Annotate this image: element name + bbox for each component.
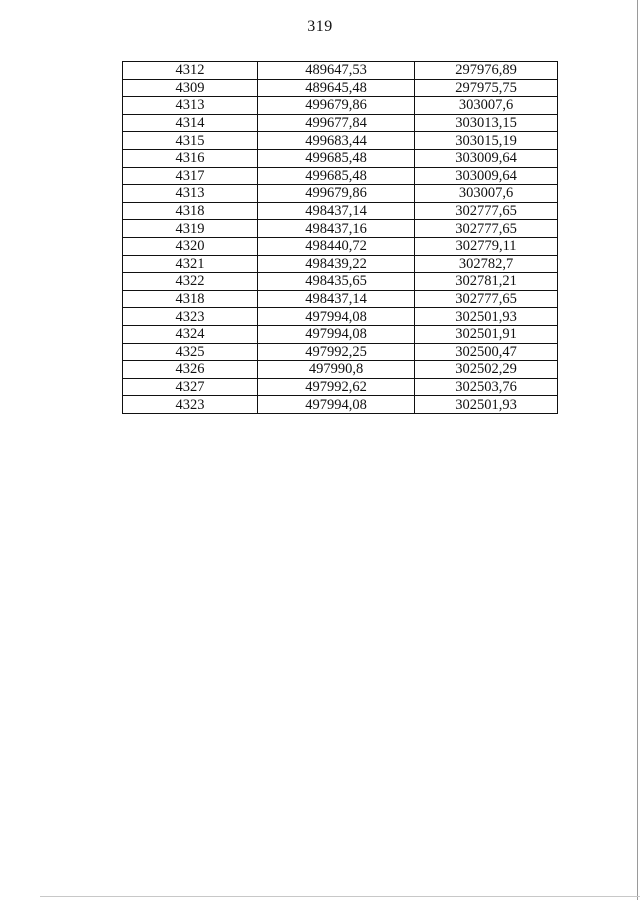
table-row (123, 237, 558, 255)
x-coordinate-cell: 498437,16 (258, 220, 415, 238)
table-row (123, 114, 558, 132)
scan-edge-bottom (40, 896, 640, 897)
table-row (123, 220, 558, 238)
point-number-cell: 4323 (123, 308, 258, 326)
y-coordinate-cell: 302500,47 (415, 343, 558, 361)
x-coordinate-cell: 499685,48 (258, 167, 415, 185)
table-row (123, 308, 558, 326)
page-number: 319 (307, 18, 333, 35)
point-number-cell: 4313 (123, 97, 258, 115)
y-coordinate-cell: 303007,6 (415, 185, 558, 203)
x-coordinate-cell: 489647,53 (258, 62, 415, 80)
y-coordinate-cell: 303009,64 (415, 149, 558, 167)
table-row (123, 343, 558, 361)
y-coordinate-cell: 302502,29 (415, 361, 558, 379)
point-number-cell: 4325 (123, 343, 258, 361)
table-row (123, 97, 558, 115)
x-coordinate-cell: 499685,48 (258, 149, 415, 167)
x-coordinate-cell: 497992,62 (258, 378, 415, 396)
x-coordinate-cell: 498439,22 (258, 255, 415, 273)
point-number-cell: 4322 (123, 273, 258, 291)
y-coordinate-cell: 302779,11 (415, 237, 558, 255)
point-number-cell: 4314 (123, 114, 258, 132)
y-coordinate-cell: 302781,21 (415, 273, 558, 291)
y-coordinate-cell: 297976,89 (415, 62, 558, 80)
scan-edge-right (637, 0, 638, 900)
x-coordinate-cell: 498435,65 (258, 273, 415, 291)
coordinates-table (122, 61, 558, 414)
point-number-cell: 4326 (123, 361, 258, 379)
y-coordinate-cell: 302501,93 (415, 308, 558, 326)
table-row (123, 255, 558, 273)
point-number-cell: 4318 (123, 202, 258, 220)
x-coordinate-cell: 499683,44 (258, 132, 415, 150)
table-row (123, 62, 558, 80)
y-coordinate-cell: 302782,7 (415, 255, 558, 273)
point-number-cell: 4327 (123, 378, 258, 396)
point-number-cell: 4309 (123, 79, 258, 97)
point-number-cell: 4312 (123, 62, 258, 80)
y-coordinate-cell: 303007,6 (415, 97, 558, 115)
y-coordinate-cell: 303013,15 (415, 114, 558, 132)
table-row (123, 396, 558, 414)
x-coordinate-cell: 499679,86 (258, 185, 415, 203)
point-number-cell: 4318 (123, 290, 258, 308)
y-coordinate-cell: 303015,19 (415, 132, 558, 150)
table-row (123, 79, 558, 97)
y-coordinate-cell: 302501,91 (415, 325, 558, 343)
x-coordinate-cell: 499679,86 (258, 97, 415, 115)
x-coordinate-cell: 497990,8 (258, 361, 415, 379)
table-row (123, 167, 558, 185)
point-number-cell: 4313 (123, 185, 258, 203)
table-row (123, 185, 558, 203)
point-number-cell: 4321 (123, 255, 258, 273)
point-number-cell: 4320 (123, 237, 258, 255)
table-row (123, 325, 558, 343)
y-coordinate-cell: 297975,75 (415, 79, 558, 97)
x-coordinate-cell: 497994,08 (258, 396, 415, 414)
table-row (123, 290, 558, 308)
point-number-cell: 4315 (123, 132, 258, 150)
y-coordinate-cell: 302503,76 (415, 378, 558, 396)
y-coordinate-cell: 302777,65 (415, 202, 558, 220)
table-row (123, 273, 558, 291)
table-row (123, 149, 558, 167)
point-number-cell: 4317 (123, 167, 258, 185)
coordinates-table-body (123, 62, 558, 414)
point-number-cell: 4323 (123, 396, 258, 414)
y-coordinate-cell: 302777,65 (415, 220, 558, 238)
table-row (123, 361, 558, 379)
x-coordinate-cell: 497992,25 (258, 343, 415, 361)
table-row (123, 202, 558, 220)
x-coordinate-cell: 497994,08 (258, 325, 415, 343)
x-coordinate-cell: 497994,08 (258, 308, 415, 326)
x-coordinate-cell: 498437,14 (258, 202, 415, 220)
y-coordinate-cell: 302777,65 (415, 290, 558, 308)
x-coordinate-cell: 498437,14 (258, 290, 415, 308)
point-number-cell: 4319 (123, 220, 258, 238)
table-row (123, 132, 558, 150)
x-coordinate-cell: 489645,48 (258, 79, 415, 97)
table-row (123, 378, 558, 396)
x-coordinate-cell: 498440,72 (258, 237, 415, 255)
y-coordinate-cell: 302501,93 (415, 396, 558, 414)
point-number-cell: 4316 (123, 149, 258, 167)
point-number-cell: 4324 (123, 325, 258, 343)
x-coordinate-cell: 499677,84 (258, 114, 415, 132)
y-coordinate-cell: 303009,64 (415, 167, 558, 185)
